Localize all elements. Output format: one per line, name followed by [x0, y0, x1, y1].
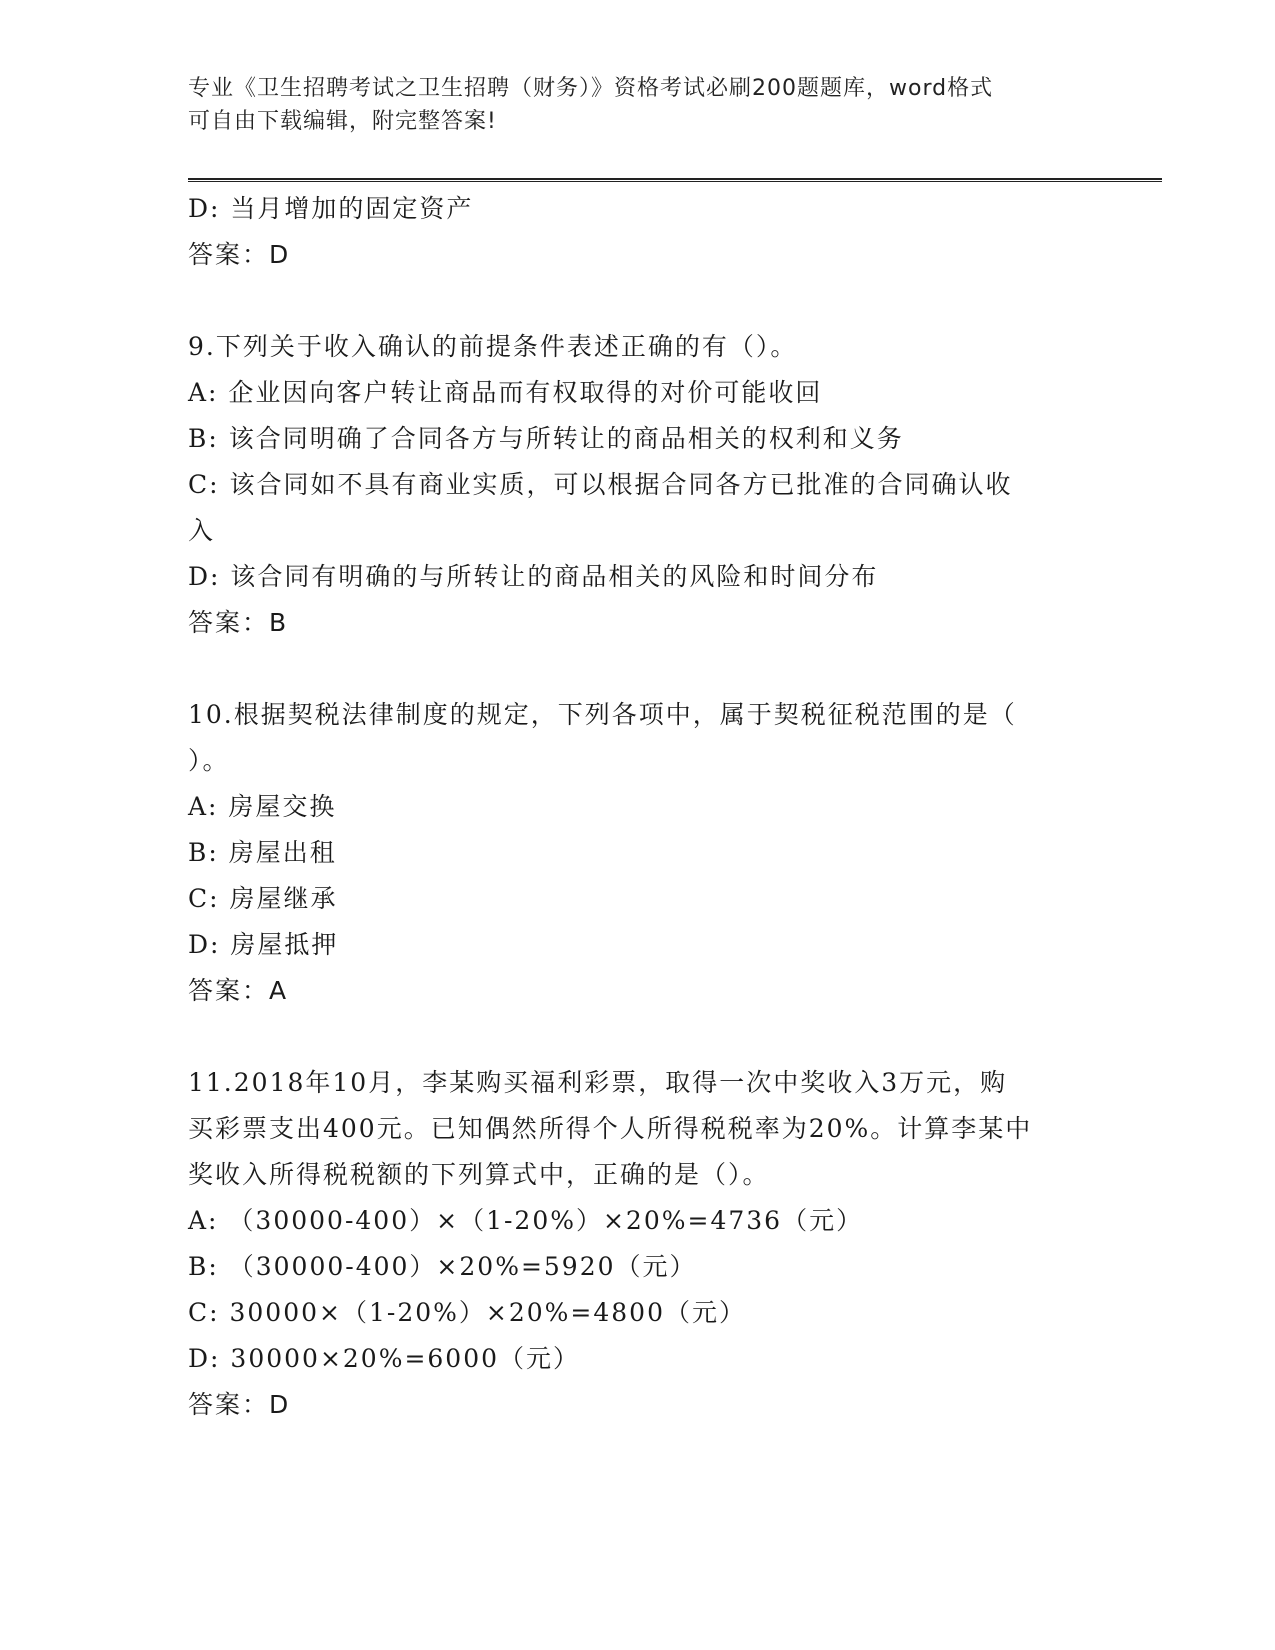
option-d: D: 当月增加的固定资产: [188, 194, 474, 223]
option-b: B: 该合同明确了合同各方与所转让的商品相关的权利和义务: [188, 424, 904, 453]
answer: 答案：D: [188, 240, 291, 269]
option-c: C: 房屋继承: [188, 884, 338, 913]
header-title-line-1: 专业《卫生招聘考试之卫生招聘（财务）》资格考试必刷200题题库，word格式: [188, 76, 994, 101]
question-text-line-1: 11.2018年10月，李某购买福利彩票，取得一次中奖收入3万元，购: [188, 1068, 1008, 1097]
question-9: [188, 324, 1088, 646]
option-a: A: 企业因向客户转让商品而有权取得的对价可能收回: [188, 378, 823, 407]
answer: 答案：A: [188, 976, 289, 1005]
answer: 答案：B: [188, 608, 289, 637]
option-c-line-2: 入: [188, 516, 216, 545]
option-d: D: 30000×20%=6000（元）: [188, 1344, 581, 1373]
answer: 答案：D: [188, 1390, 291, 1419]
option-b: B: （30000-400）×20%=5920（元）: [188, 1252, 697, 1281]
option-b: B: 房屋出租: [188, 838, 337, 867]
header-divider: [188, 178, 1162, 182]
question-text-line-2: ）。: [188, 746, 230, 775]
question-text: 9.下列关于收入确认的前提条件表述正确的有（）。: [188, 332, 798, 361]
question-11: [188, 1060, 1088, 1428]
spacer: [188, 278, 1088, 324]
question-10: [188, 692, 1088, 1014]
question-text-line-2: 买彩票支出400元。已知偶然所得个人所得税税率为20%。计算李某中: [188, 1114, 1033, 1143]
header-title-line-2: 可自由下载编辑，附完整答案!: [188, 109, 497, 134]
option-a: A: 房屋交换: [188, 792, 337, 821]
question-text-line-3: 奖收入所得税税额的下列算式中，正确的是（）。: [188, 1160, 770, 1189]
question-list: [188, 186, 1088, 1428]
question-8-tail: [188, 186, 1088, 278]
option-c: C: 30000×（1-20%）×20%=4800（元）: [188, 1298, 746, 1327]
question-text-line-1: 10.根据契税法律制度的规定，下列各项中，属于契税征税范围的是（: [188, 700, 1017, 729]
option-d: D: 该合同有明确的与所转让的商品相关的风险和时间分布: [188, 562, 879, 591]
page-header: [188, 72, 1088, 138]
option-a: A: （30000-400）×（1-20%）×20%=4736（元）: [188, 1206, 864, 1235]
spacer: [188, 1014, 1088, 1060]
option-d: D: 房屋抵押: [188, 930, 339, 959]
option-c-line-1: C: 该合同如不具有商业实质，可以根据合同各方已批准的合同确认收: [188, 470, 1013, 499]
spacer: [188, 646, 1088, 692]
